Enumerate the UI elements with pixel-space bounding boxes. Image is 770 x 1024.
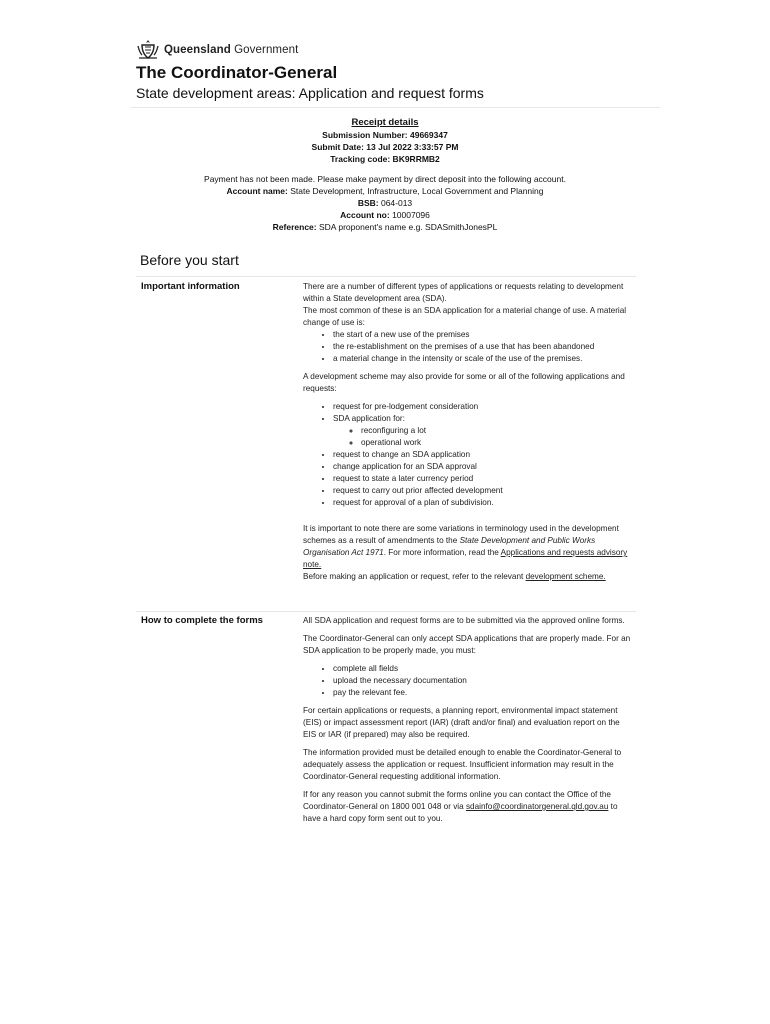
list-item: • the start of a new use of the premises <box>333 329 633 341</box>
coat-of-arms-icon <box>136 38 160 62</box>
list-item: • SDA application for: ◦ reconfiguring a lot ◦ operational work <box>333 413 633 449</box>
sdainfo-email-link[interactable]: sdainfo@coordinatorgeneral.qld.gov.au <box>465 802 609 811</box>
qld-government-logo[interactable] <box>136 38 298 62</box>
applications-list <box>303 401 633 509</box>
how-to-paragraph-3: For certain applications or requests, a planning report, environmental impact statement (EIS) or impact assessment report (IAR) (draft and/or final) and evaluation report on the EIS or IAR (if prepared) may also be required. <box>303 706 620 739</box>
page-subtitle: State development areas: Application and request forms <box>136 85 484 101</box>
section-divider <box>136 611 636 612</box>
list-item: ◦ operational work <box>361 437 633 449</box>
submission-number: Submission Number: 49669347 <box>322 130 448 140</box>
tracking-code: Tracking code: BK9RRMB2 <box>330 154 440 164</box>
logo-text: Queensland Government <box>164 44 299 56</box>
receipt-title: Receipt details <box>351 117 419 128</box>
development-scheme-link[interactable]: development scheme. <box>525 572 606 581</box>
how-to-paragraph-2: The Coordinator-General can only accept SDA applications that are properly made. For an SDA application to be properly made, you must: <box>303 634 631 655</box>
material-change-list <box>303 329 633 365</box>
list-item: • complete all fields <box>333 663 633 675</box>
receipt-details <box>150 116 620 233</box>
how-to-complete-label: How to complete the forms <box>141 615 263 626</box>
account-name-line: Account name: State Development, Infrastructure, Local Government and Planning <box>226 186 544 196</box>
list-item: • a material change in the intensity or scale of the use of the premises. <box>333 353 633 365</box>
list-item: ◦ reconfiguring a lot <box>361 425 633 437</box>
how-to-complete-content <box>303 615 633 831</box>
how-to-paragraph-5: If for any reason you cannot submit the forms online you can contact the Office of the Coordinator-General on 1800 001 048 or via sdainfo@coordinatorgeneral.qld.gov.au to have a hard copy form sent out to you. <box>303 790 618 823</box>
advisory-note-link[interactable]: Applications and requests advisory note. <box>303 548 628 569</box>
act-title: State Development and Public Works Organisation Act 1971 <box>303 536 596 557</box>
header-divider <box>130 107 660 108</box>
page-title: The Coordinator-General <box>136 63 338 82</box>
important-information-label: Important information <box>141 281 240 292</box>
sda-application-sublist <box>333 425 633 449</box>
reference-line: Reference: SDA proponent's name e.g. SDASmithJonesPL <box>272 222 498 232</box>
list-item: • request to change an SDA application <box>333 449 633 461</box>
list-item: • pay the relevant fee. <box>333 687 633 699</box>
submit-date: Submit Date: 13 Jul 2022 3:33:57 PM <box>311 142 459 152</box>
how-to-paragraph-1: All SDA application and request forms are to be submitted via the approved online forms. <box>303 616 625 625</box>
how-to-paragraph-4: The information provided must be detailed enough to enable the Coordinator-General to adequately assess the application or request. Insufficient information may result in the Coordinator-General requesting additional information. <box>303 748 622 781</box>
list-item: • request for approval of a plan of subdivision. <box>333 497 633 509</box>
list-item: • change application for an SDA approval <box>333 461 633 473</box>
account-no-line: Account no: 10007096 <box>340 210 430 220</box>
payment-note: Payment has not been made. Please make payment by direct deposit into the following account. <box>204 174 566 184</box>
important-information-content <box>303 281 633 589</box>
important-paragraph-1: There are a number of different types of applications or requests relating to development within a State development area (SDA). The most common of these is an SDA application for a material change of use. A material change of use is: <box>303 282 627 327</box>
list-item: • the re-establishment on the premises of a use that has been abandoned <box>333 341 633 353</box>
bsb-line: BSB: 064-013 <box>357 198 413 208</box>
requirements-list <box>303 663 633 699</box>
section-divider <box>136 276 636 277</box>
list-item: • request to carry out prior affected development <box>333 485 633 497</box>
important-paragraph-3: It is important to note there are some variations in terminology used in the development schemes as a result of amendments to the State Development and Public Works Organisation Act 1971. For more information, read the Applications and requests advisory note. Before making an application or request, refer to the relevant development scheme. <box>303 524 628 581</box>
important-paragraph-2: A development scheme may also provide for some or all of the following applications and requests: <box>303 372 625 393</box>
list-item: • request for pre-lodgement consideration <box>333 401 633 413</box>
list-item: • upload the necessary documentation <box>333 675 633 687</box>
list-item: • request to state a later currency period <box>333 473 633 485</box>
before-you-start-heading: Before you start <box>140 252 239 268</box>
